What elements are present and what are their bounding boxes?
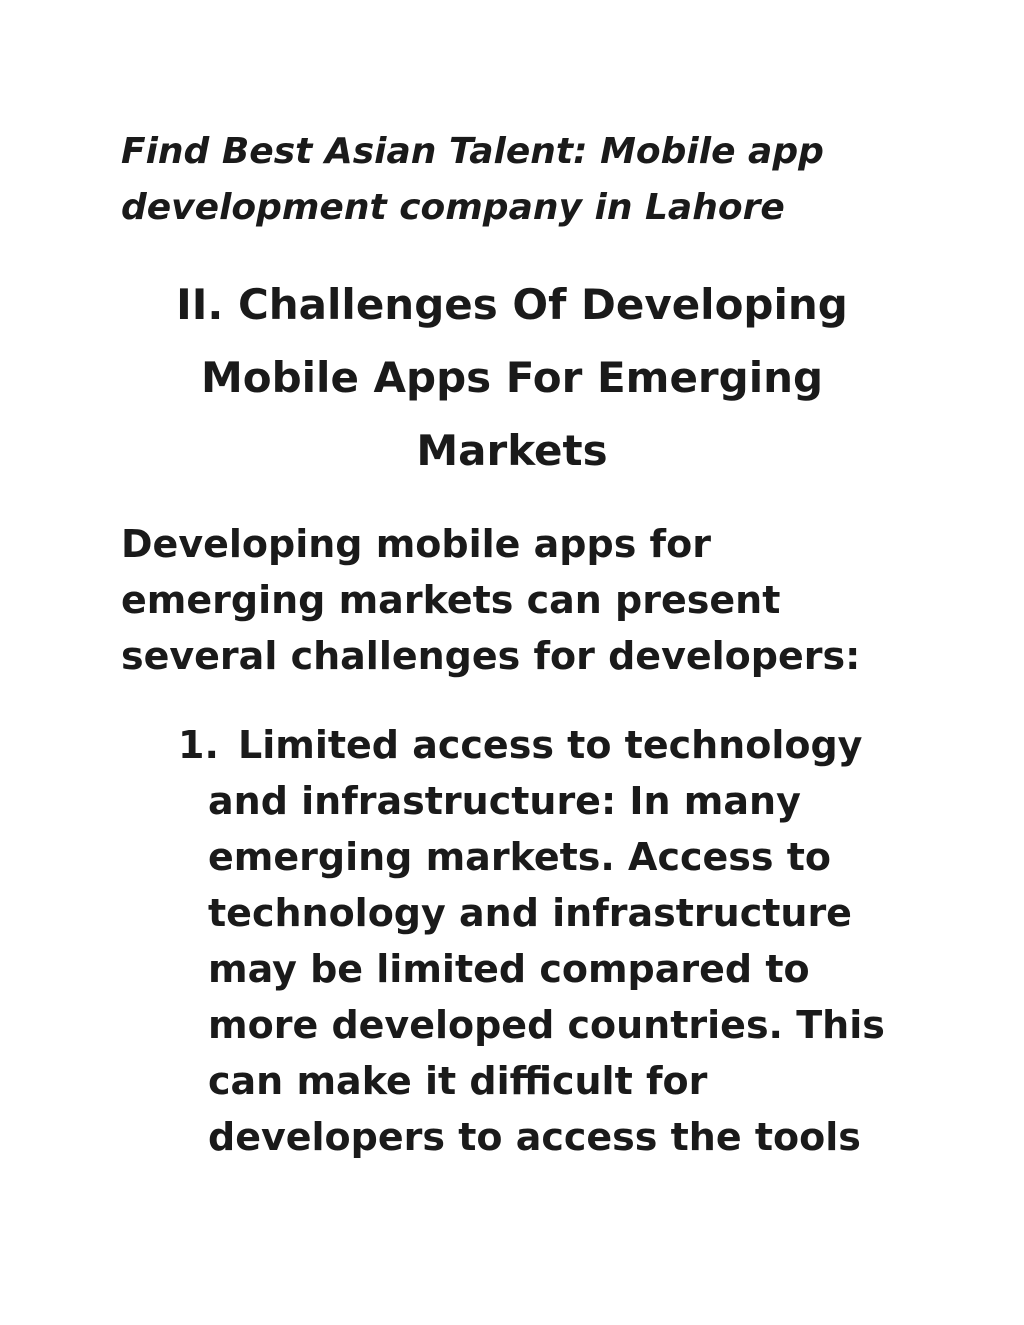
document-title: Find Best Asian Talent: Mobile app development company in Lahore (121, 131, 824, 228)
list-item-text: Limited access to technology and infrastructure: In many emerging markets. Access to technology and infrastructure may be limited compared to more developed countries. This can make it difficult for developers to access the tools (208, 723, 885, 1159)
section-heading: II. Challenges Of Developing Mobile Apps For Emerging Markets (176, 280, 848, 475)
list-item-number: 1. (178, 723, 219, 767)
intro-paragraph: Developing mobile apps for emerging markets can present several challenges for developers: (121, 522, 861, 678)
challenges-list (178, 717, 918, 1165)
list-item (178, 717, 918, 1165)
